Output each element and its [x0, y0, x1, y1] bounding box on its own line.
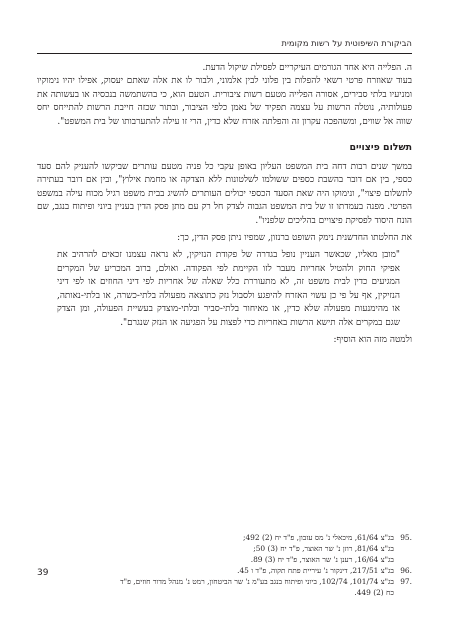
footnote-continuation: בג"צ 16/64, רענן נ' שר האוצר, פ"ד יח (3) 89.	[250, 555, 394, 564]
footnote-97	[37, 576, 412, 587]
footnote-number: .96	[400, 566, 412, 575]
footnote-96	[37, 565, 412, 576]
footnote-number: .97	[400, 577, 412, 586]
footnote-number: .95	[400, 533, 412, 542]
footnote-text: בג"צ 61/64, מיכאלי נ' מס עזבון, פ"ד יח (2) 492;	[242, 533, 394, 542]
footnote-text: בג"צ 217/51, דינקור נ' עיריית פתח תקוה, פ"ד ו 45.	[237, 566, 394, 575]
footnote-95	[37, 532, 412, 543]
paragraph-item-h: ה. הפלייה היא אחד הגורמים העיקריים לפסילת שיקול הדעת.	[202, 63, 412, 73]
block-quote: "מובן מאליו, שכאשר העניין נופל בגדרה של פקודת הנזיקין, לא נראה עצמנו זכאים להרהיב את אפיקי החוק ולהטיל אחריות מעבר לזו הקיימת לפי הפקודה. ואולם, ברוב המכריע של המקרים המגיעים כדין לבית משפט זה, לא מתעוררת כלל שאלה של אחריות לפי דיני החוזים או לפי דיני הנזיקין, אף על פי כן עשוי האזרח להיפגע ולסבול נזק כתוצאה מפעולה בלתי-כשרה, או בלתי-נאותה, או מהימנעות מפעולה שלא כדין, או מאיחור בלתי-סביר ובלתי-מוצדק בעשיית הפעולה, ומן הצדק שגם במקרים אלה תישא הרשות באחריות כדי לפצות על הפגיעה או הנזק שנגרם".	[57, 250, 400, 328]
header-rule	[37, 53, 412, 54]
footnotes	[37, 532, 412, 598]
paragraph-addition: ולמטה מזה הוא הוסיף:	[333, 335, 412, 346]
paragraph-discrimination: בעוד שאוזרח פרטי רשאי להפלות בין פלוני לבין אלמוני, ולבור לו את אלה שאתם יעסוק, אפילו יהיו נימוקיו ומניעיו בלתי סבירים, אסורה הפלייה מטעם רשות ציבורית. הטעם הוא, כי בהשתמשה בנכסיה או בעשותה את פעולותיה, נוטלה הרשות על עצמה תפקיד של נאמן כלפי הציבור, ובתור שכזה חייבת הרשות להתייחס יחס שווה אל שווים, ומשהפכה עקרון זה והפלתה אזרח שלא כדין, הרי זו עילה להתערבותו של בית המשפט".	[37, 76, 412, 127]
footnote-continuation: בג"צ 81/64, רוזן נ' שר האוצר, פ"ד יח (3) 50;	[253, 544, 394, 553]
running-header: הביקורת השיפוטית על רשות מקומית	[281, 38, 412, 48]
footnote-text: בג"צ 101/74, 102/74, ביוני ופיתוח בנגב בע"מ נ' שר הביטחון, רמט נ' מנהל מדור חוזים, פ"ד	[120, 577, 394, 586]
paragraph-lead: את החלטתו החדשנית נימק השופט ברנזון, שמפיו ניתן פסק הדין, כך:	[177, 232, 412, 243]
page-number: 39	[37, 568, 49, 578]
footnote-continuation: כח (2) 449.	[354, 588, 394, 597]
section-heading: תשלום פיצויים	[349, 142, 412, 154]
paragraph-damages: במשך שנים רבות דחה בית המשפט העליון באופן עקבי כל פניה מטעם עותרים שביקשו להעניק להם סעד כספי, בין אם דובר בהשבת כספים ששולמו לשלטונות ללא הצדקה או מחמת אילוץ", ובין אם דובר בעתירה לתשלום פיצוי", ונימוקו היה שאת הסעד הכספי יכולים העותרים להשיג בבית משפט רגיל מכוח עילה במשפט הפרטי. מפנה בעמדתו זו של בית המשפט הגבוה לצדק חל רק עם מתן פסק הדין בעניין ביוני ופיתוח בנגב, שם הונח היסוד לפסיקת פיצויים בהליכים שלפניו".	[37, 161, 412, 226]
body-text	[37, 62, 412, 348]
